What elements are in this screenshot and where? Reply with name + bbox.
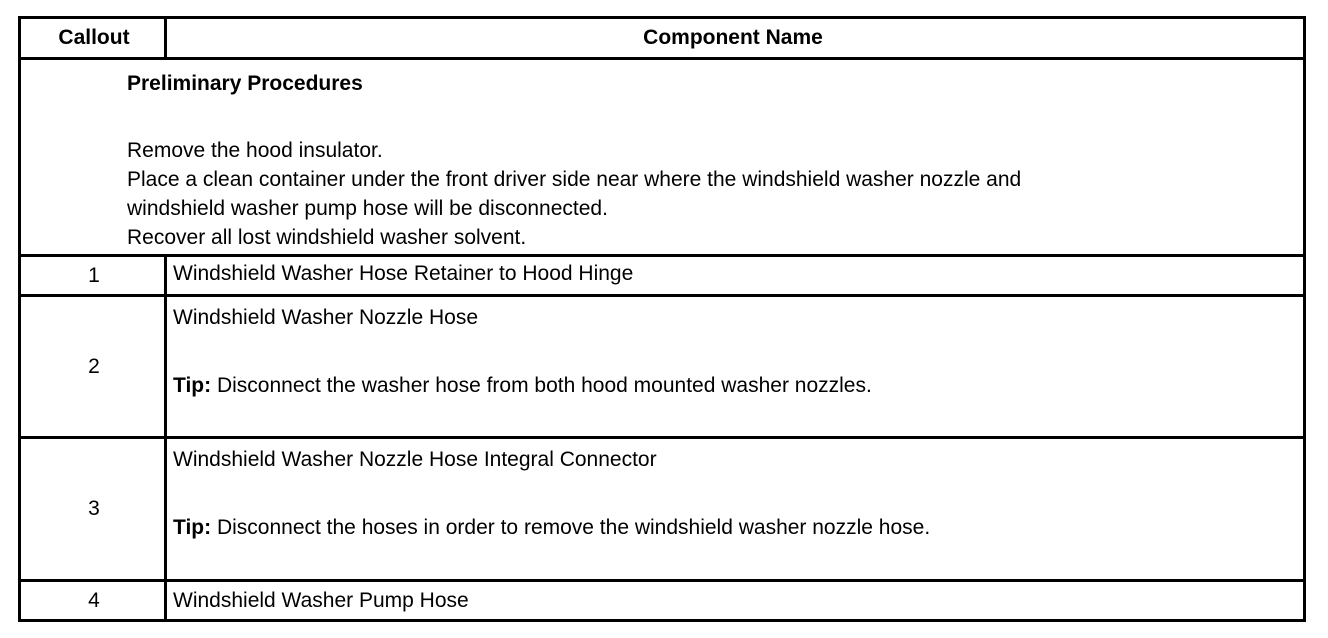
tip-body: Disconnect the washer hose from both hood mounted washer nozzles. [211, 374, 872, 397]
callout-header: Callout [58, 26, 130, 49]
preliminary-step: Remove the hood insulator. [127, 139, 383, 162]
preliminary-step: Recover all lost windshield washer solvent. [127, 226, 527, 249]
callout-cell: 3 [88, 497, 100, 520]
header-divider [164, 19, 167, 57]
rule [21, 254, 1303, 257]
tip-text [173, 516, 1299, 540]
preliminary-step: windshield washer pump hose will be disconnected. [127, 197, 608, 220]
component-name-cell: Windshield Washer Nozzle Hose Integral Connector [173, 448, 657, 471]
column-divider [164, 439, 167, 579]
component-name-cell: Windshield Washer Nozzle Hose [173, 306, 479, 329]
rule [21, 57, 1303, 60]
column-divider [164, 257, 167, 294]
preliminary-procedures [127, 69, 1021, 252]
component-name-cell: Windshield Washer Pump Hose [173, 589, 469, 612]
tip-label: Tip: [173, 374, 212, 397]
callout-cell: 4 [88, 588, 100, 612]
tip-body: Disconnect the hoses in order to remove the windshield washer nozzle hose. [211, 516, 931, 539]
callout-cell: 2 [88, 354, 100, 378]
preliminary-steps [127, 136, 1021, 252]
rule [21, 436, 1303, 439]
callout-cell: 1 [88, 263, 100, 287]
column-divider [164, 582, 167, 619]
rule [21, 579, 1303, 582]
component-name-header: Component Name [643, 26, 823, 49]
header-row [21, 19, 1303, 57]
component-name-cell: Windshield Washer Hose Retainer to Hood Hinge [173, 262, 634, 285]
rule [21, 294, 1303, 297]
component-table [18, 16, 1306, 622]
tip-label: Tip: [173, 516, 212, 539]
tip-text [173, 374, 1299, 398]
column-divider [164, 297, 167, 436]
preliminary-step: Place a clean container under the front driver side near where the windshield washer nozzle and [127, 168, 1022, 191]
preliminary-title: Preliminary Procedures [127, 72, 363, 95]
